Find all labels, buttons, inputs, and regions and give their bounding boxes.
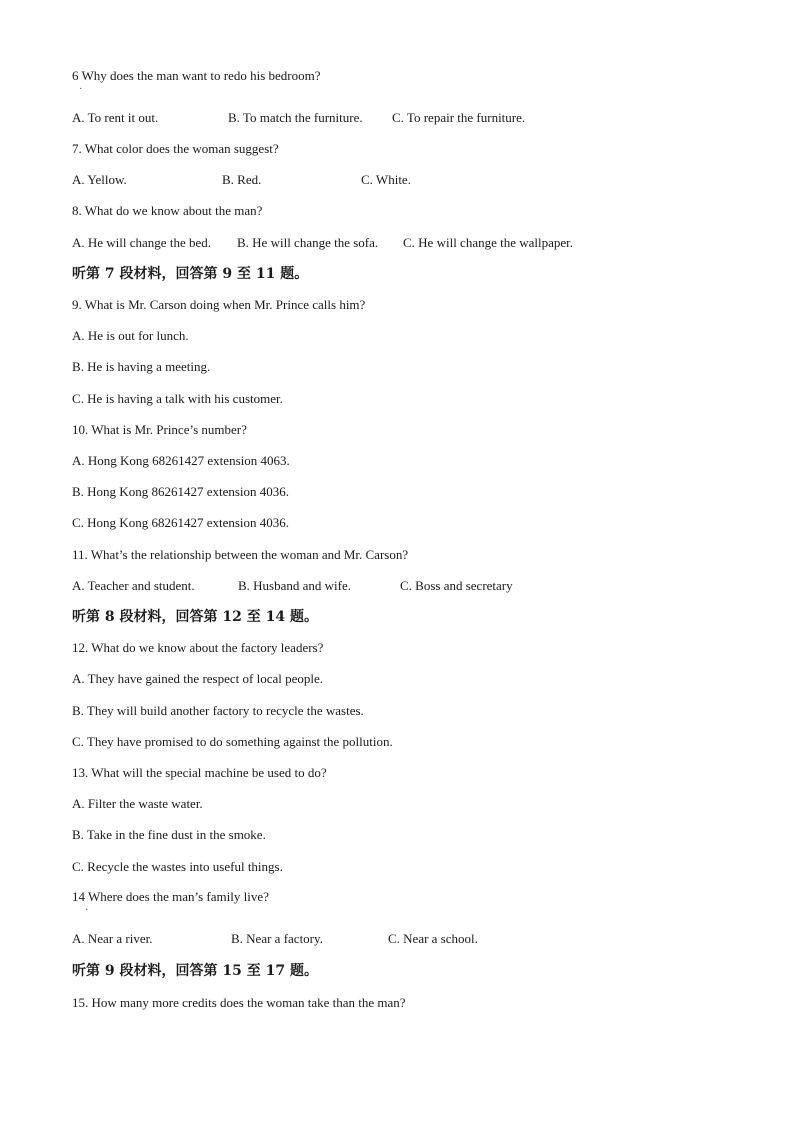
q11-option-c: C. Boss and secretary [400,578,513,593]
q10-option-a: A. Hong Kong 68261427 extension 4063. [72,453,290,468]
q12-option-a: A. They have gained the respect of local people. [72,671,323,686]
q6-option-a: A. To rent it out. [72,110,159,125]
q14-option-c: C. Near a school. [388,931,478,946]
question-8: 8. What do we know about the man? [72,203,263,218]
question-9: 9. What is Mr. Carson doing when Mr. Prince calls him? [72,297,366,312]
q8-option-b: B. He will change the sofa. [237,235,379,250]
section-7-heading: 听第 7 段材料，回答第 9 至 11 题。 [72,266,309,282]
question-12: 12. What do we know about the factory leaders? [72,640,324,655]
q7-option-a: A. Yellow. [72,172,127,187]
q10-option-b: B. Hong Kong 86261427 extension 4036. [72,484,290,499]
q9-option-c: C. He is having a talk with his customer. [72,391,283,406]
q6-option-c: C. To repair the furniture. [392,110,526,125]
q8-option-c: C. He will change the wallpaper. [403,235,574,250]
q7-option-c: C. White. [361,172,411,187]
q11-option-a: A. Teacher and student. [72,578,195,593]
q10-option-c: C. Hong Kong 68261427 extension 4036. [72,515,290,530]
q13-option-b: B. Take in the fine dust in the smoke. [72,827,266,842]
q9-option-a: A. He is out for lunch. [72,328,189,343]
question-15: 15. How many more credits does the woman take than the man? [72,995,406,1010]
q12-option-c: C. They have promised to do something against the pollution. [72,734,393,749]
question-14: 14 Where does the man’s family live? [72,889,269,904]
question-10: 10. What is Mr. Prince’s number? [72,422,247,437]
question-14-dot: · [85,905,89,916]
q13-option-c: C. Recycle the wastes into useful things. [72,859,283,874]
q9-option-b: B. He is having a meeting. [72,359,211,374]
section-8-heading: 听第 8 段材料，回答第 12 至 14 题。 [72,609,318,625]
question-6: 6 Why does the man want to redo his bedroom? [72,68,321,83]
question-11: 11. What’s the relationship between the woman and Mr. Carson? [72,547,409,562]
q7-option-b: B. Red. [222,172,262,187]
q6-option-b: B. To match the furniture. [228,110,363,125]
section-9-heading: 听第 9 段材料，回答第 15 至 17 题。 [72,963,318,979]
q13-option-a: A. Filter the waste water. [72,796,203,811]
q14-option-b: B. Near a factory. [231,931,323,946]
question-7: 7. What color does the woman suggest? [72,141,279,156]
q14-option-a: A. Near a river. [72,931,153,946]
q11-option-b: B. Husband and wife. [238,578,352,593]
q12-option-b: B. They will build another factory to recycle the wastes. [72,703,364,718]
question-6-dot: · [79,84,83,95]
q8-option-a: A. He will change the bed. [72,235,211,250]
question-13: 13. What will the special machine be used to do? [72,765,327,780]
